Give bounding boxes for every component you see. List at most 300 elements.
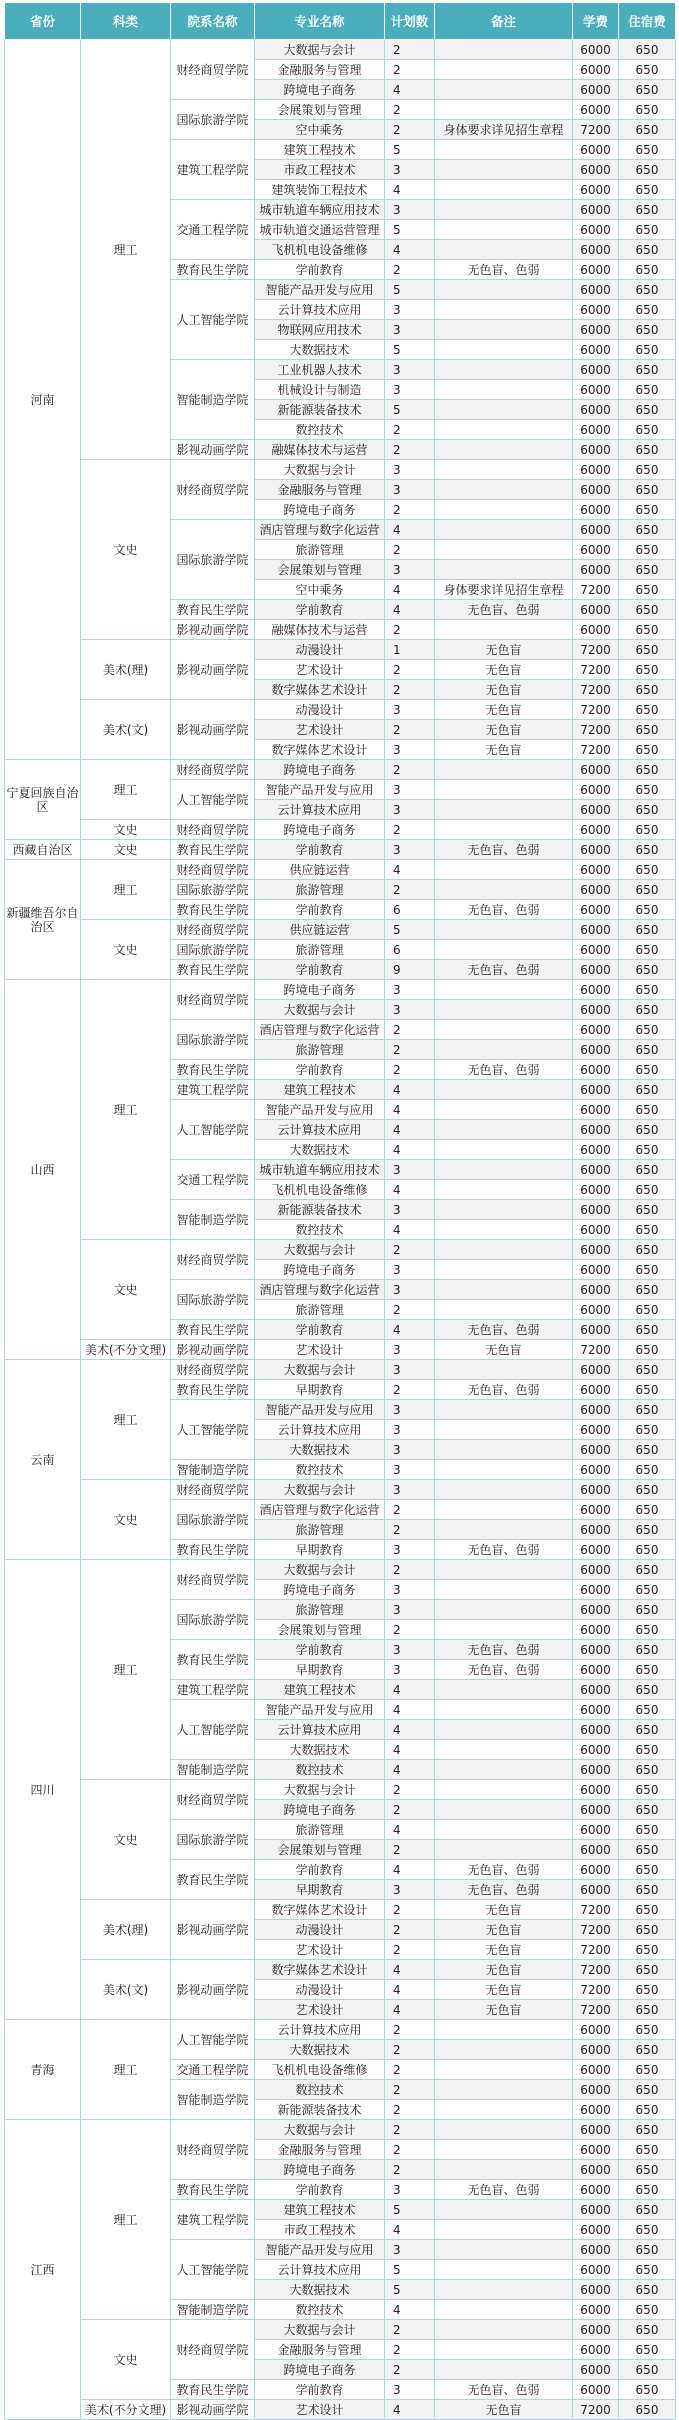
major-cell: 早期教育 [255,1660,385,1680]
lodging-cell: 650 [619,60,676,80]
plan-cell: 2 [385,2120,435,2140]
lodging-cell: 650 [619,1300,676,1320]
tuition-cell: 6000 [573,440,619,460]
category-cell: 理工 [81,1360,171,1480]
table-row [5,700,676,720]
note-cell [435,2320,573,2340]
tuition-cell: 6000 [573,900,619,920]
plan-cell: 5 [385,2200,435,2220]
major-cell: 旅游管理 [255,1600,385,1620]
note-cell [435,1140,573,1160]
lodging-cell: 650 [619,1100,676,1120]
major-cell: 大数据与会计 [255,1560,385,1580]
plan-cell: 5 [385,2260,435,2280]
lodging-cell: 650 [619,620,676,640]
note-cell: 无色盲、色弱 [435,1320,573,1340]
tuition-cell: 6000 [573,180,619,200]
college-cell: 财经商贸学院 [171,1240,255,1280]
plan-cell: 3 [385,1660,435,1680]
header-college: 院系名称 [171,3,255,40]
major-cell: 市政工程技术 [255,160,385,180]
major-cell: 会展策划与管理 [255,100,385,120]
college-cell: 财经商贸学院 [171,1560,255,1600]
college-cell: 影视动画学院 [171,1900,255,1960]
lodging-cell: 650 [619,380,676,400]
plan-cell: 4 [385,2220,435,2240]
note-cell [435,1820,573,1840]
note-cell: 无色盲 [435,1960,573,1980]
major-cell: 学前教育 [255,1640,385,1660]
tuition-cell: 6000 [573,1200,619,1220]
major-cell: 学前教育 [255,960,385,980]
tuition-cell: 6000 [573,980,619,1000]
college-cell: 教育民生学院 [171,1860,255,1900]
plan-cell: 5 [385,920,435,940]
tuition-cell: 7200 [573,680,619,700]
note-cell [435,2120,573,2140]
plan-cell: 3 [385,1440,435,1460]
tuition-cell: 6000 [573,1280,619,1300]
major-cell: 数控技术 [255,420,385,440]
tuition-cell: 6000 [573,600,619,620]
college-cell: 教育民生学院 [171,1380,255,1400]
note-cell: 无色盲 [435,1980,573,2000]
tuition-cell: 6000 [573,220,619,240]
note-cell [435,480,573,500]
plan-cell: 3 [385,300,435,320]
note-cell [435,1500,573,1520]
major-cell: 飞机机电设备维修 [255,2060,385,2080]
plan-cell: 5 [385,220,435,240]
major-cell: 艺术设计 [255,1940,385,1960]
lodging-cell: 650 [619,680,676,700]
major-cell: 建筑工程技术 [255,140,385,160]
tuition-cell: 6000 [573,1380,619,1400]
major-cell: 数字媒体艺术设计 [255,1960,385,1980]
lodging-cell: 650 [619,880,676,900]
note-cell [435,1400,573,1420]
plan-cell: 4 [385,1760,435,1780]
college-cell: 教育民生学院 [171,1060,255,1080]
lodging-cell: 650 [619,460,676,480]
college-cell: 教育民生学院 [171,900,255,920]
plan-cell: 2 [385,1520,435,1540]
note-cell [435,160,573,180]
major-cell: 数控技术 [255,1760,385,1780]
plan-cell: 2 [385,100,435,120]
major-cell: 智能产品开发与应用 [255,280,385,300]
tuition-cell: 6000 [573,2340,619,2360]
lodging-cell: 650 [619,1580,676,1600]
college-cell: 建筑工程学院 [171,1680,255,1700]
note-cell [435,1020,573,1040]
note-cell [435,100,573,120]
major-cell: 云计算技术应用 [255,1120,385,1140]
college-cell: 影视动画学院 [171,700,255,760]
college-cell: 人工智能学院 [171,280,255,360]
tuition-cell: 6000 [573,1360,619,1380]
note-cell [435,520,573,540]
note-cell: 无色盲、色弱 [435,840,573,860]
lodging-cell: 650 [619,160,676,180]
major-cell: 跨境电子商务 [255,2160,385,2180]
lodging-cell: 650 [619,2180,676,2200]
table-row [5,1340,676,1360]
plan-cell: 5 [385,140,435,160]
province-cell: 宁夏回族自治区 [5,760,81,840]
plan-cell: 2 [385,1060,435,1080]
plan-cell: 2 [385,440,435,460]
lodging-cell: 650 [619,1560,676,1580]
major-cell: 机械设计与制造 [255,380,385,400]
note-cell [435,220,573,240]
major-cell: 大数据技术 [255,340,385,360]
major-cell: 供应链运营 [255,920,385,940]
plan-cell: 3 [385,1000,435,1020]
note-cell [435,80,573,100]
plan-cell: 4 [385,1120,435,1140]
major-cell: 大数据与会计 [255,460,385,480]
note-cell: 无色盲、色弱 [435,2380,573,2400]
tuition-cell: 6000 [573,940,619,960]
plan-cell: 4 [385,1180,435,1200]
note-cell [435,1000,573,1020]
tuition-cell: 6000 [573,2260,619,2280]
college-cell: 交通工程学院 [171,2060,255,2080]
table-row [5,2320,676,2340]
tuition-cell: 6000 [573,500,619,520]
note-cell [435,1580,573,1600]
category-cell: 理工 [81,2120,171,2320]
major-cell: 艺术设计 [255,2400,385,2420]
tuition-cell: 6000 [573,840,619,860]
note-cell [435,920,573,940]
major-cell: 大数据与会计 [255,1240,385,1260]
plan-cell: 4 [385,1740,435,1760]
plan-cell: 2 [385,40,435,60]
note-cell [435,1220,573,1240]
header-note: 备注 [435,3,573,40]
note-cell: 无色盲、色弱 [435,1880,573,1900]
plan-cell: 3 [385,840,435,860]
plan-cell: 4 [385,1320,435,1340]
tuition-cell: 6000 [573,1440,619,1460]
note-cell [435,1260,573,1280]
category-cell: 理工 [81,1560,171,1780]
college-cell: 人工智能学院 [171,1700,255,1760]
tuition-cell: 6000 [573,2180,619,2200]
note-cell [435,1180,573,1200]
major-cell: 工业机器人技术 [255,360,385,380]
tuition-cell: 7200 [573,2000,619,2020]
tuition-cell: 6000 [573,2380,619,2400]
note-cell [435,2300,573,2320]
college-cell: 交通工程学院 [171,1160,255,1200]
major-cell: 学前教育 [255,900,385,920]
plan-cell: 3 [385,1340,435,1360]
note-cell: 无色盲、色弱 [435,900,573,920]
plan-cell: 3 [385,2380,435,2400]
college-cell: 教育民生学院 [171,2180,255,2200]
note-cell [435,2060,573,2080]
tuition-cell: 7200 [573,640,619,660]
note-cell [435,1160,573,1180]
lodging-cell: 650 [619,2160,676,2180]
lodging-cell: 650 [619,2140,676,2160]
major-cell: 大数据技术 [255,1140,385,1160]
major-cell: 城市轨道车辆应用技术 [255,200,385,220]
plan-cell: 3 [385,1260,435,1280]
major-cell: 数字媒体艺术设计 [255,1900,385,1920]
college-cell: 教育民生学院 [171,960,255,980]
major-cell: 云计算技术应用 [255,1720,385,1740]
major-cell: 旅游管理 [255,940,385,960]
note-cell [435,940,573,960]
major-cell: 数控技术 [255,2300,385,2320]
college-cell: 人工智能学院 [171,1400,255,1460]
tuition-cell: 6000 [573,420,619,440]
college-cell: 财经商贸学院 [171,860,255,880]
table-row [5,1480,676,1500]
lodging-cell: 650 [619,1320,676,1340]
tuition-cell: 6000 [573,260,619,280]
tuition-cell: 6000 [573,320,619,340]
lodging-cell: 650 [619,1680,676,1700]
note-cell [435,2100,573,2120]
category-cell: 文史 [81,840,171,860]
lodging-cell: 650 [619,640,676,660]
lodging-cell: 650 [619,2280,676,2300]
tuition-cell: 6000 [573,360,619,380]
table-row [5,1560,676,1580]
tuition-cell: 6000 [573,1820,619,1840]
major-cell: 建筑工程技术 [255,2200,385,2220]
lodging-cell: 650 [619,40,676,60]
note-cell [435,1740,573,1760]
lodging-cell: 650 [619,720,676,740]
tuition-cell: 6000 [573,2200,619,2220]
tuition-cell: 6000 [573,1420,619,1440]
plan-cell: 4 [385,240,435,260]
note-cell [435,340,573,360]
note-cell [435,980,573,1000]
table-row [5,40,676,60]
note-cell [435,2260,573,2280]
lodging-cell: 650 [619,1500,676,1520]
major-cell: 酒店管理与数字化运营 [255,1280,385,1300]
major-cell: 云计算技术应用 [255,1420,385,1440]
plan-cell: 4 [385,1820,435,1840]
major-cell: 大数据与会计 [255,2120,385,2140]
college-cell: 财经商贸学院 [171,1360,255,1380]
tuition-cell: 6000 [573,2220,619,2240]
major-cell: 学前教育 [255,1320,385,1340]
tuition-cell: 7200 [573,1920,619,1940]
table-row [5,860,676,880]
major-cell: 早期教育 [255,1380,385,1400]
province-cell: 四川 [5,1560,81,2020]
college-cell: 教育民生学院 [171,260,255,280]
tuition-cell: 6000 [573,1780,619,1800]
lodging-cell: 650 [619,1160,676,1180]
note-cell [435,280,573,300]
plan-cell: 4 [385,1980,435,2000]
tuition-cell: 6000 [573,80,619,100]
plan-cell: 3 [385,1400,435,1420]
province-cell: 山西 [5,980,81,1360]
major-cell: 智能产品开发与应用 [255,1400,385,1420]
major-cell: 旅游管理 [255,880,385,900]
major-cell: 大数据与会计 [255,1780,385,1800]
tuition-cell: 6000 [573,1860,619,1880]
note-cell: 无色盲 [435,720,573,740]
college-cell: 国际旅游学院 [171,1500,255,1540]
lodging-cell: 650 [619,1840,676,1860]
note-cell [435,760,573,780]
lodging-cell: 650 [619,400,676,420]
plan-cell: 3 [385,700,435,720]
note-cell: 无色盲 [435,640,573,660]
plan-cell: 4 [385,1720,435,1740]
tuition-cell: 6000 [573,1140,619,1160]
note-cell: 身体要求详见招生章程 [435,580,573,600]
tuition-cell: 6000 [573,60,619,80]
lodging-cell: 650 [619,140,676,160]
major-cell: 空中乘务 [255,120,385,140]
tuition-cell: 7200 [573,1340,619,1360]
lodging-cell: 650 [619,1040,676,1060]
major-cell: 动漫设计 [255,640,385,660]
category-cell: 文史 [81,1780,171,1900]
note-cell: 无色盲、色弱 [435,1660,573,1680]
lodging-cell: 650 [619,1820,676,1840]
tuition-cell: 6000 [573,880,619,900]
major-cell: 云计算技术应用 [255,2020,385,2040]
lodging-cell: 650 [619,1860,676,1880]
plan-cell: 2 [385,1780,435,1800]
major-cell: 跨境电子商务 [255,820,385,840]
plan-cell: 3 [385,1460,435,1480]
major-cell: 跨境电子商务 [255,760,385,780]
college-cell: 国际旅游学院 [171,940,255,960]
lodging-cell: 650 [619,2380,676,2400]
table-row [5,1960,676,1980]
college-cell: 影视动画学院 [171,1960,255,2020]
major-cell: 数字媒体艺术设计 [255,740,385,760]
plan-cell: 3 [385,320,435,340]
category-cell: 美术(理) [81,640,171,700]
tuition-cell: 6000 [573,800,619,820]
major-cell: 会展策划与管理 [255,1620,385,1640]
tuition-cell: 7200 [573,740,619,760]
note-cell [435,400,573,420]
tuition-cell: 6000 [573,1600,619,1620]
plan-cell: 3 [385,1420,435,1440]
lodging-cell: 650 [619,500,676,520]
major-cell: 空中乘务 [255,580,385,600]
header-major: 专业名称 [255,3,385,40]
lodging-cell: 650 [619,980,676,1000]
major-cell: 酒店管理与数字化运营 [255,1020,385,1040]
major-cell: 学前教育 [255,2380,385,2400]
plan-cell: 4 [385,180,435,200]
major-cell: 大数据与会计 [255,1480,385,1500]
tuition-cell: 6000 [573,1880,619,1900]
note-cell [435,620,573,640]
major-cell: 旅游管理 [255,1820,385,1840]
plan-cell: 2 [385,1920,435,1940]
plan-cell: 2 [385,1840,435,1860]
tuition-cell: 7200 [573,120,619,140]
lodging-cell: 650 [619,2120,676,2140]
tuition-cell: 6000 [573,40,619,60]
college-cell: 教育民生学院 [171,1320,255,1340]
note-cell [435,1280,573,1300]
plan-cell: 2 [385,720,435,740]
plan-cell: 4 [385,600,435,620]
lodging-cell: 650 [619,2260,676,2280]
plan-cell: 2 [385,1900,435,1920]
plan-cell: 2 [385,1940,435,1960]
note-cell [435,1080,573,1100]
plan-cell: 9 [385,960,435,980]
lodging-cell: 650 [619,660,676,680]
plan-cell: 2 [385,2040,435,2060]
note-cell: 无色盲 [435,740,573,760]
plan-cell: 2 [385,540,435,560]
note-cell [435,1780,573,1800]
tuition-cell: 6000 [573,1620,619,1640]
lodging-cell: 650 [619,1120,676,1140]
lodging-cell: 650 [619,440,676,460]
category-cell: 理工 [81,40,171,460]
lodging-cell: 650 [619,2360,676,2380]
college-cell: 教育民生学院 [171,1640,255,1680]
tuition-cell: 6000 [573,280,619,300]
note-cell: 无色盲、色弱 [435,1860,573,1880]
college-cell: 国际旅游学院 [171,520,255,600]
note-cell [435,180,573,200]
note-cell [435,360,573,380]
major-cell: 会展策划与管理 [255,1840,385,1860]
plan-cell: 2 [385,820,435,840]
lodging-cell: 650 [619,2040,676,2060]
table-header [5,3,676,40]
plan-cell: 3 [385,1880,435,1900]
college-cell: 交通工程学院 [171,200,255,260]
major-cell: 动漫设计 [255,1980,385,2000]
college-cell: 建筑工程学院 [171,140,255,200]
lodging-cell: 650 [619,2020,676,2040]
lodging-cell: 650 [619,1220,676,1240]
lodging-cell: 650 [619,1520,676,1540]
note-cell [435,1520,573,1540]
college-cell: 财经商贸学院 [171,920,255,940]
college-cell: 影视动画学院 [171,440,255,460]
college-cell: 财经商贸学院 [171,1480,255,1500]
college-cell: 财经商贸学院 [171,460,255,520]
tuition-cell: 6000 [573,540,619,560]
note-cell [435,2280,573,2300]
category-cell: 文史 [81,1240,171,1340]
lodging-cell: 650 [619,300,676,320]
major-cell: 数控技术 [255,1220,385,1240]
plan-cell: 3 [385,160,435,180]
tuition-cell: 6000 [573,1520,619,1540]
tuition-cell: 6000 [573,1180,619,1200]
tuition-cell: 6000 [573,560,619,580]
plan-cell: 2 [385,2080,435,2100]
